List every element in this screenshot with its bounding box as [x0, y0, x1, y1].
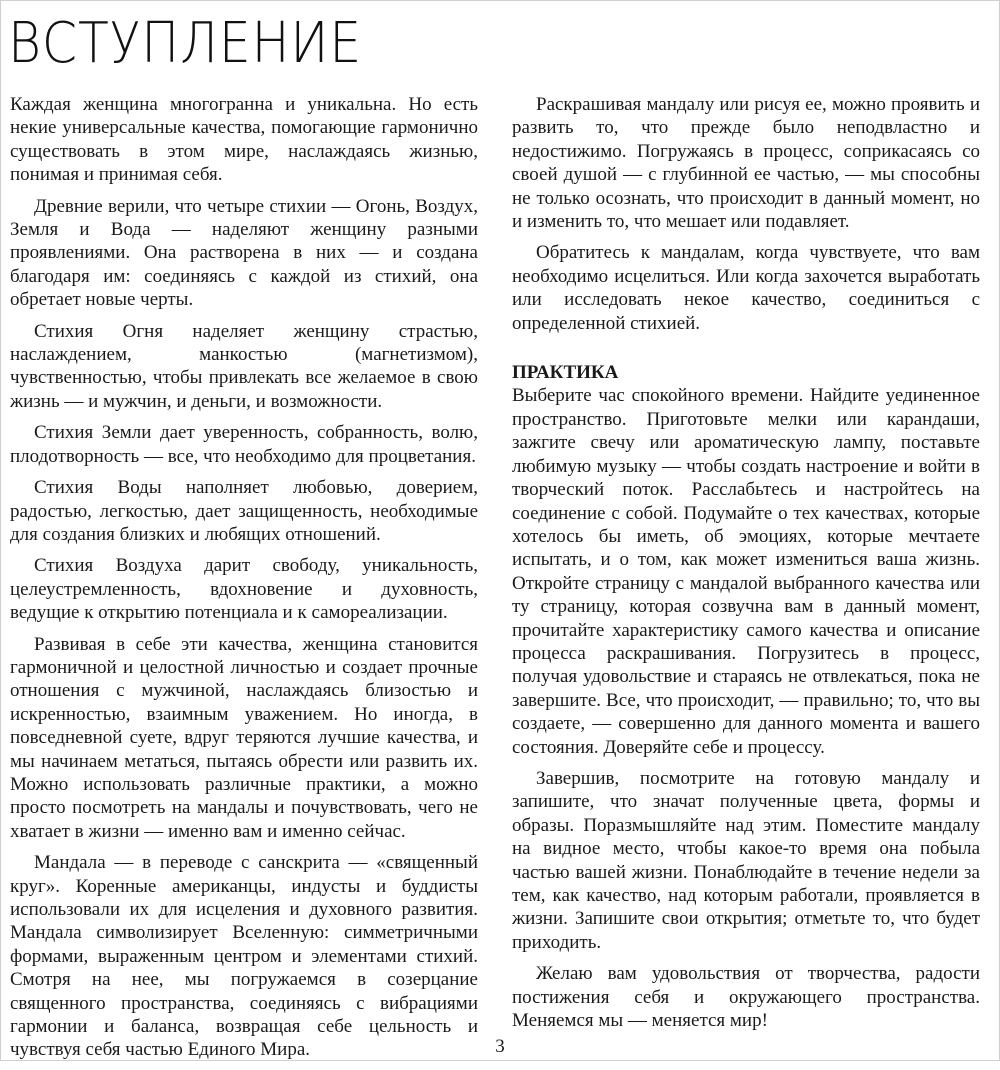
practice-heading: ПРАКТИКА — [512, 362, 619, 384]
paragraph-healing: Обратитесь к мандалам, когда чувствуете, что вам необходимо исцелиться. Или когда захочется выработать или исследовать некое качество, соединиться с определенной стихией. — [512, 242, 980, 334]
paragraph-fire: Стихия Огня наделяет женщину страстью, наслаждением, манкостью (магнетизмом), чувственностью, чтобы привлекать все желаемое в свою жизнь — и мужчин, и деньги, и возможности. — [10, 320, 478, 412]
paragraph-development: Развивая в себе эти качества, женщина становится гармоничной и целостной личностью и создает прочные отношения с мужчиной, наслаждаясь близостью и искренностью, взаимным уважением. Но иногда, в повседневной суете, вдруг теряются лучшие качества, и мы начинаем метаться, пытаясь обрести или развить их. Можно использовать различные практики, а можно просто посмотреть на мандалы и почувствовать, чего не хватает в жизни — именно вам и именно сейчас. — [10, 633, 478, 842]
page-title: ВСТУПЛЕНИЕ — [8, 11, 363, 76]
paragraph-water: Стихия Воды наполняет любовью, доверием, радостью, легкостью, дает защищенность, необходимые для создания близких и любящих отношений. — [10, 477, 478, 545]
paragraph-earth: Стихия Земли дает уверенность, собранность, волю, плодотворность — все, что необходимо для процветания. — [10, 422, 478, 467]
paragraph-wish: Желаю вам удовольствия от творчества, радости постижения себя и окружающего пространства. Меняемся мы — меняется мир! — [512, 963, 980, 1032]
paragraph-practice: Выберите час спокойного времени. Найдите уединенное пространство. Приготовьте мелки или карандаши, зажгите свечу или ароматическую лампу, поставьте любимую музыку — чтобы создать настроение и войти в творческий поток. Расслабьтесь и настройтесь на соединение с собой. Подумайте о тех качествах, которые хотелось бы иметь, об эмоциях, которые мечтаете испытать, и о том, как может измениться ваша жизнь. Откройте страницу с мандалой выбранного качества или ту страницу, которая созвучна вам в данный момент, прочитайте характеристику самого качества и описание процесса раскрашивания. Погрузитесь в процесс, получая удовольствие и стараясь не отвлекаться, пока не завершите. Все, что происходит, — правильно; то, что вы создаете, — совершенно для данного момента и вашего состояния. Доверяйте себе и процессу. — [512, 385, 980, 758]
left-column — [10, 93, 478, 1070]
page-number: 3 — [495, 1036, 505, 1057]
paragraph-air: Стихия Воздуха дарит свободу, уникальность, целеустремленность, вдохновение и духовность, ведущие к открытию потенциала и к самореализации. — [10, 555, 478, 624]
paragraph-mandala: Мандала — в переводе с санскрита — «священный круг». Коренные американцы, индусты и буддисты использовали их для исцеления и духовного развития. Мандала символизирует Вселенную: симметричными формами, выраженным центром и элементами стихий. Смотря на нее, мы погружаемся в созерцание священного пространства, соединяясь с вибрациями гармонии и баланса, возвращая себе цельность и чувствуя себя частью Единого Мира. — [10, 852, 478, 1061]
paragraph-coloring: Раскрашивая мандалу или рисуя ее, можно проявить и развить то, что прежде было неподвластно и недостижимо. Погружаясь в процесс, соприкасаясь со своей душой — с глубинной ее частью, — мы способны не только осознать, что происходит в данный момент, но и изменить то, что мешает или подавляет. — [512, 94, 980, 233]
paragraph-elements: Древние верили, что четыре стихии — Огонь, Воздух, Земля и Вода — наделяют женщину разными проявлениями. Она растворена в них — и создана благодаря им: соединяясь с каждой из стихий, она обретает новые черты. — [10, 195, 478, 311]
right-column — [512, 93, 980, 1040]
paragraph-after: Завершив, посмотрите на готовую мандалу и запишите, что значат полученные цвета, формы и образы. Поразмышляйте над этим. Поместите мандалу на видное место, чтобы какое-то время она побыла частью вашей жизни. Понаблюдайте в течение недели за тем, как качество, над которым работали, проявляется в жизни. Запишите свои открытия; отметьте то, что будет приходить. — [512, 767, 980, 953]
paragraph-intro: Каждая женщина многогранна и уникальна. Но есть некие универсальные качества, помогающие гармонично существовать в этом мире, наслаждаясь жизнью, понимая и принимая себя. — [10, 94, 478, 186]
